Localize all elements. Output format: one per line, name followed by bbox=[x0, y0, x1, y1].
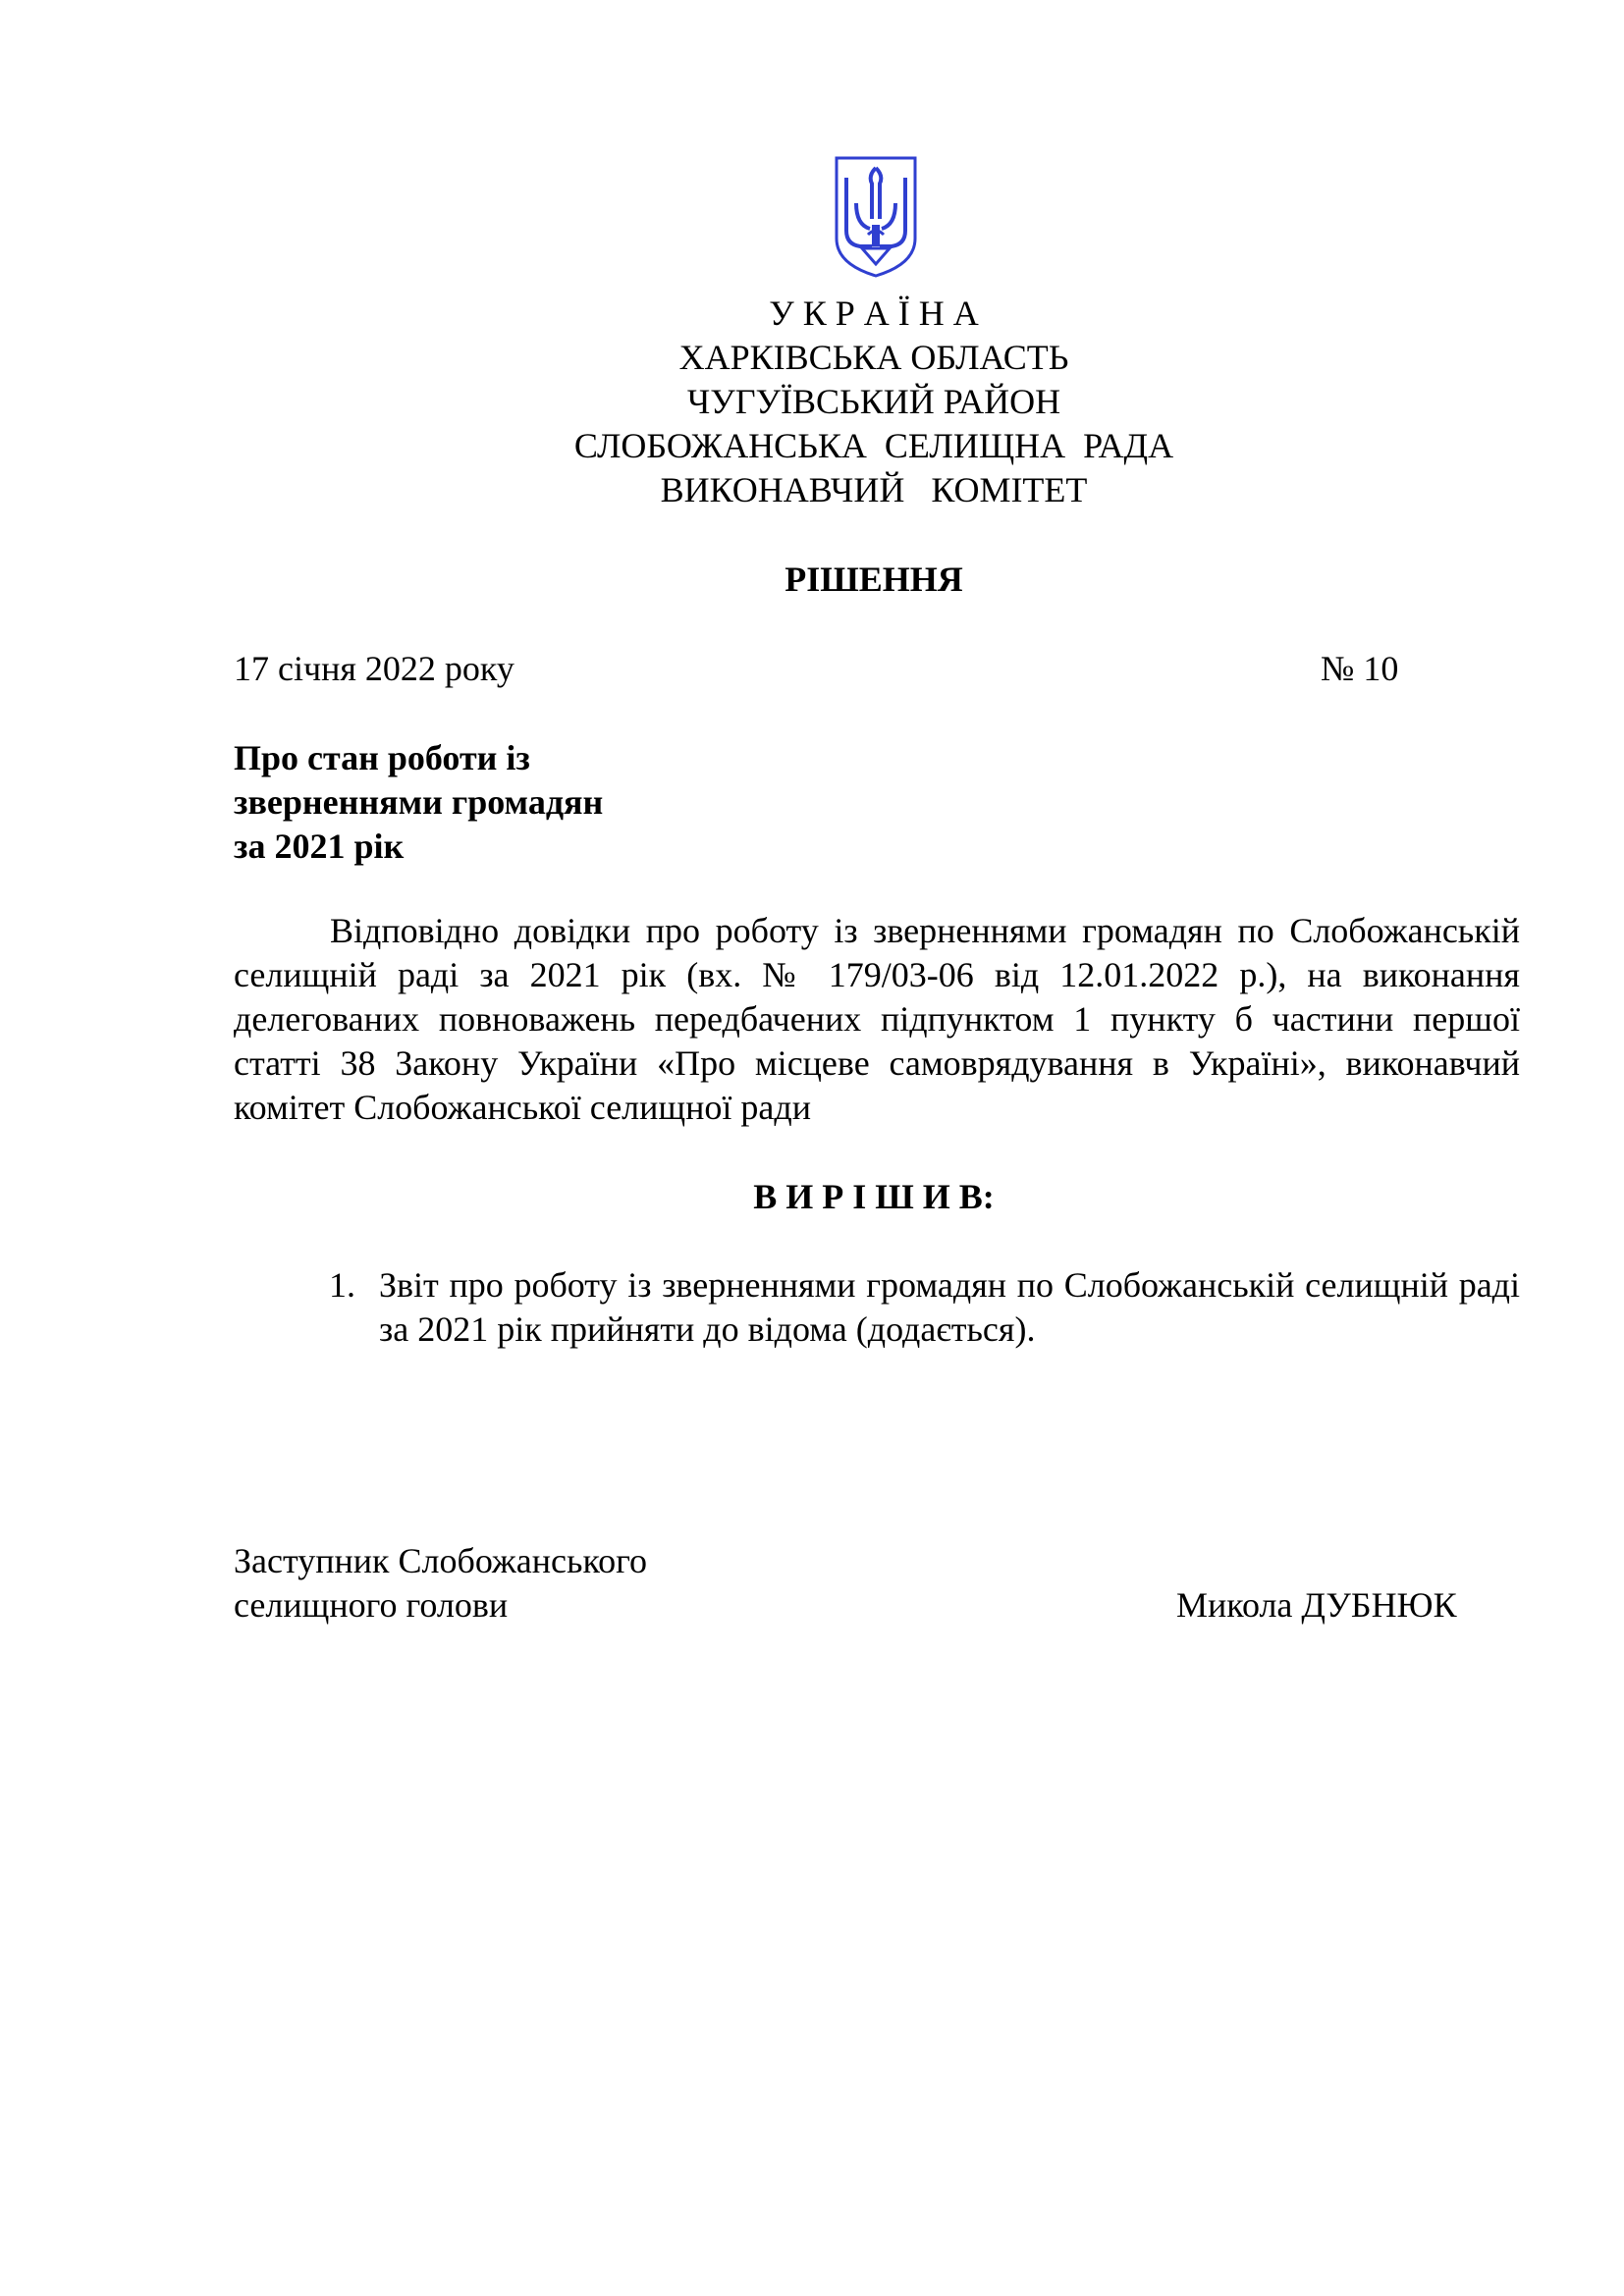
subject-line: за 2021 рік bbox=[234, 827, 405, 866]
header-country: У К Р А Ї Н А bbox=[769, 294, 979, 333]
document-subject bbox=[234, 736, 603, 869]
signatory-position-line: Заступник Слобожанського bbox=[234, 1541, 647, 1580]
decision-item-text: Звіт про роботу із зверненнями громадян по Слобожанській селищній раді за 2021 рік прийняти до відома (додається). bbox=[379, 1265, 1520, 1349]
document-number: № 10 bbox=[1321, 649, 1399, 688]
header-committee: ВИКОНАВЧИЙ КОМІТЕТ bbox=[660, 470, 1088, 509]
header-council: СЛОБОЖАНСЬКА СЕЛИЩНА РАДА bbox=[573, 426, 1174, 465]
decision-heading: В И Р І Ш И В: bbox=[753, 1177, 995, 1216]
decision-item-number: 1. bbox=[329, 1265, 355, 1305]
document-header bbox=[0, 292, 1624, 512]
subject-line: Про стан роботи із bbox=[234, 738, 530, 777]
trident-coat-of-arms-icon bbox=[833, 154, 919, 280]
header-oblast: ХАРКІВСЬКА ОБЛАСТЬ bbox=[678, 338, 1069, 377]
document-title: РІШЕННЯ bbox=[785, 560, 963, 599]
signatory-position bbox=[234, 1539, 647, 1628]
document-date: 17 січня 2022 року bbox=[234, 649, 514, 688]
signatory-position-line: селищного голови bbox=[234, 1585, 509, 1625]
subject-line: зверненнями громадян bbox=[234, 782, 604, 822]
header-raion: ЧУГУЇВСЬКИЙ РАЙОН bbox=[686, 382, 1061, 421]
document-preamble: Відповідно довідки про роботу із зверненнями громадян по Слобожанській селищній раді за 2021 рік (вх. № 179/03-06 від 12.01.2022 р.), на виконання делегованих повноважень передбачених підпунктом 1 пункту б частини першої статті 38 Закону України «Про місцеве самоврядування в Україні», виконавчий комітет Слобожанської селищної ради bbox=[234, 911, 1520, 1127]
signatory-name: Микола ДУБНЮК bbox=[1176, 1585, 1457, 1625]
decision-item bbox=[329, 1263, 1520, 1352]
